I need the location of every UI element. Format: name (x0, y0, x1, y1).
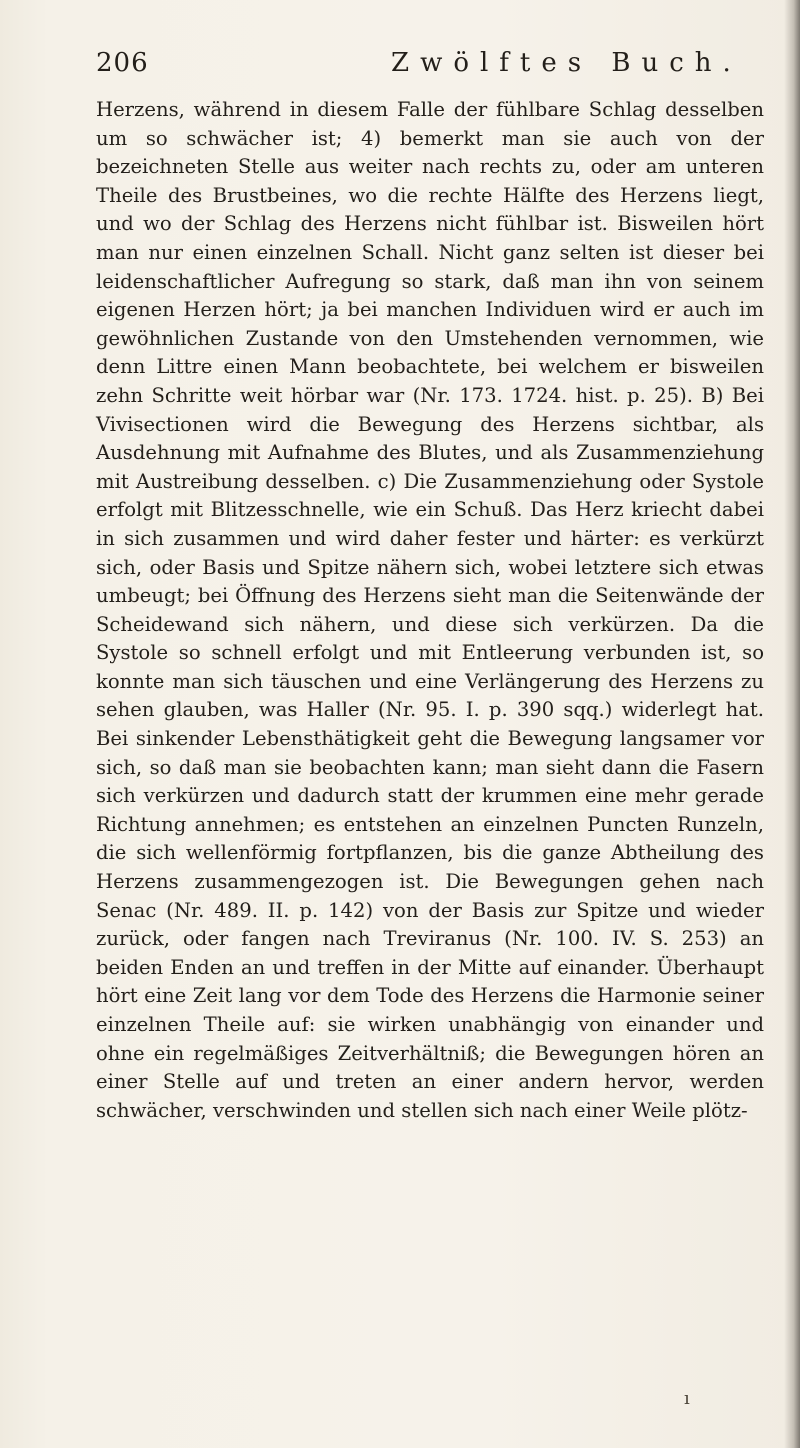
page-number: 206 (96, 48, 149, 78)
page-header (96, 48, 756, 88)
page-edge-shadow (784, 0, 800, 1448)
paragraph: Herzens, während in diesem Falle der fühlbare Schlag desselben um so schwächer ist; 4) bemerkt man sie auch von der bezeichneten Stelle aus weiter nach rechts zu, oder am unteren Theile des Brustbeines, wo die rechte Hälfte des Herzens liegt, und wo der Schlag des Herzens nicht fühlbar ist. Bisweilen hört man nur einen einzelnen Schall. Nicht ganz selten ist dieser bei leidenschaftlicher Aufregung so stark, daß man ihn von seinem eigenen Herzen hört; ja bei manchen Individuen wird er auch im gewöhnlichen Zustande von den Umstehenden vernommen, wie denn Littre einen Mann beobachtete, bei welchem er bisweilen zehn Schritte weit hörbar war (Nr. 173. 1724. hist. p. 25). B) Bei Vivisectionen wird die Bewegung des Herzens sichtbar, als Ausdehnung mit Aufnahme des Blutes, und als Zusammenziehung mit Austreibung desselben. c) Die Zusammenziehung oder Systole erfolgt mit Blitzesschnelle, wie ein Schuß. Das Herz kriecht dabei in sich zusammen und wird daher fester und härter: es verkürzt sich, oder Basis und Spitze nähern sich, wobei letztere sich etwas umbeugt; bei Öffnung des Herzens sieht man die Seitenwände der Scheidewand sich nähern, und diese sich verkürzen. Da die Systole so schnell erfolgt und mit Entleerung verbunden ist, so konnte man sich täuschen und eine Verlängerung des Herzens zu sehen glauben, was Haller (Nr. 95. I. p. 390 sqq.) widerlegt hat. Bei sinkender Lebensthätigkeit geht die Bewegung langsamer vor sich, so daß man sie beobachten kann; man sieht dann die Fasern sich verkürzen und dadurch statt der krummen eine mehr gerade Richtung annehmen; es entstehen an einzelnen Puncten Runzeln, die sich wellenförmig fortpflanzen, bis die ganze Abtheilung des Herzens zusammengezogen ist. Die Bewegungen gehen nach Senac (Nr. 489. II. p. 142) von der Basis zur Spitze und wieder zurück, oder fangen nach Treviranus (Nr. 100. IV. S. 253) an beiden Enden an und treffen in der Mitte auf einander. Überhaupt hört eine Zeit lang vor dem Tode des Herzens die Harmonie seiner einzelnen Theile auf: sie wirken unabhängig von einander und ohne ein regelmäßiges Zeitverhältniß; die Bewegungen hören an einer Stelle auf und treten an einer andern hervor, werden schwächer, verschwinden und stellen sich nach einer Weile plötz- (96, 98, 764, 1122)
running-head: Zwölftes Buch. (391, 48, 742, 78)
stray-mark: ı (684, 1388, 690, 1409)
body-text (96, 96, 764, 1125)
